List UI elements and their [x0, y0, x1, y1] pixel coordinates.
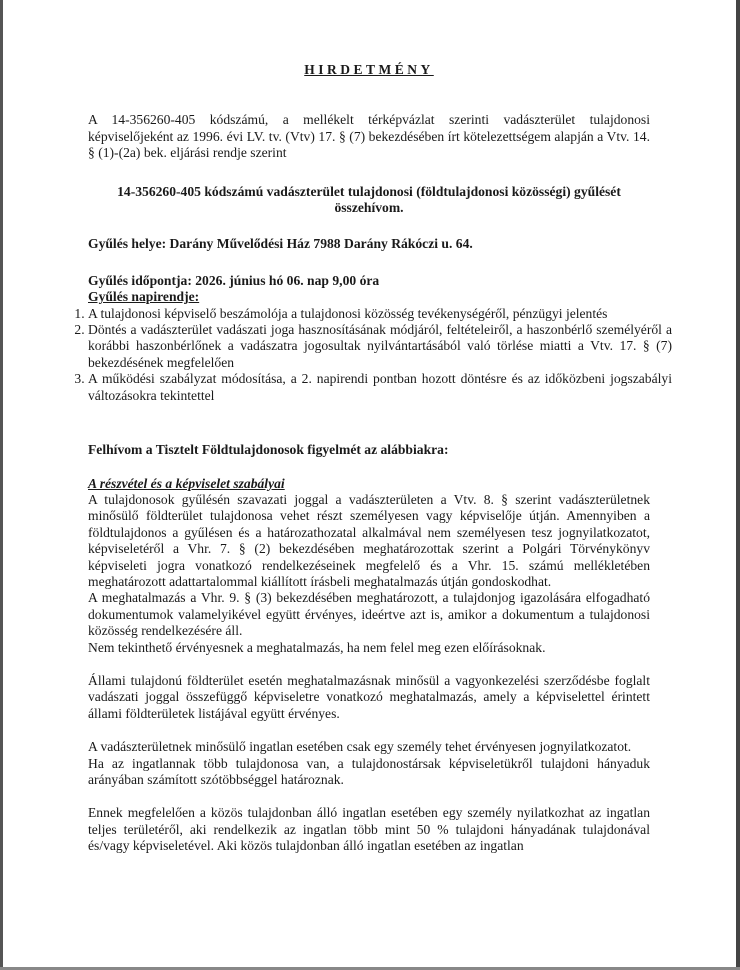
- agenda-item: 3. A működési szabályzat módosítása, a 2. napirendi pontban hozott döntésre és az időközbeni jogszabályi változásokra tekintettel: [88, 371, 672, 404]
- attention-line: Felhívom a Tisztelt Földtulajdonosok figyelmét az alábbiakra:: [88, 442, 449, 458]
- rules-paragraph: A meghatalmazás a Vhr. 9. § (3) bekezdésében meghatározott, a tulajdonjog igazolására elfogadható dokumentumok valamelyikével együtt érvényes, ideértve azt is, amikor a dokumentum a tulajdonosi közösség rendelkezésére áll.: [88, 590, 650, 639]
- rules-paragraph: Nem tekinthető érvényesnek a meghatalmazás, ha nem felel meg ezen előírásoknak.: [88, 639, 546, 655]
- agenda-item: 1. A tulajdonosi képviselő beszámolója a tulajdonosi közösség tevékenységéről, pénzügyi jelentés: [88, 306, 672, 322]
- page-edge-right: [736, 0, 740, 970]
- rules-paragraph: A tulajdonosok gyűlésén szavazati joggal a vadászterületen a Vtv. 8. § szerint vadászterületnek minősülő földterület tulajdonosa vehet részt személyesen vagy képviselője útján. Amennyiben a földtulajdonos a gyűlésen és a határozathozatal alkalmával nem személyesen tesz jognyilatkozatot, képviseletéről a Vhr. 7. § (2) bekezdésében meghatározottak szerint a Polgári Törvénykönyv képviseleti jogra vonatkozó rendelkezéseinek megfelelő és a Vhr. 15. számú mellékletében meghatározott adattartalommal kiállított írásbeli meghatalmazás útján gondoskodhat.: [88, 491, 650, 589]
- rules-paragraph: Ennek megfelelően a közös tulajdonban álló ingatlan esetében egy személy nyilatkozhat az ingatlan teljes területéről, aki rendelkezik az ingatlan több mint 50 % tulajdoni hányadának tulajdonával és/vagy képviseletével. Aki közös tulajdonban álló ingatlan esetében az ingatlan: [88, 805, 650, 854]
- agenda-list: [66, 306, 672, 404]
- rules-paragraph: Ha az ingatlannak több tulajdonosa van, a tulajdonostársak képviseletükről tulajdoni hányaduk arányában számított szótöbbséggel határoznak.: [88, 755, 650, 787]
- section-heading: A részvétel és a képviselet szabályai: [88, 475, 285, 491]
- document-title: HIRDETMÉNY: [304, 62, 434, 77]
- agenda-item: 2. Döntés a vadászterület vadászati joga hasznosításának módjáról, feltételeiről, a haszonbérlő személyéről a korábbi haszonbérlőnek a vadászatra jogosultak nyilvántartásából való törlése miatti a Vtv. 17. § (7) bekezdésének megfelelően: [88, 322, 672, 371]
- intro-paragraph: A 14-356260-405 kódszámú, a mellékelt térképvázlat szerinti vadászterület tulajdonosi képviselőjeként az 1996. évi LV. tv. (Vtv) 17. § (7) bekezdésében írt kötelezettségem alapján a Vtv. 14. § (1)-(2a) bek. eljárási rendje szerint: [88, 112, 650, 161]
- page-edge-left: [0, 0, 3, 970]
- rules-paragraph: Állami tulajdonú földterület esetén meghatalmazásnak minősül a vagyonkezelési szerződésbe foglalt vadászati joggal összefüggő képviseletre vonatkozó meghatalmazás, amely a képviselettel érintett állami földterületek listájával együtt érvényes.: [88, 672, 650, 721]
- meeting-venue: Gyűlés helye: Darány Művelődési Ház 7988 Darány Rákóczi u. 64.: [88, 236, 473, 252]
- meeting-time: Gyűlés időpontja: 2026. június hó 06. nap 9,00 óra: [88, 272, 380, 288]
- convening-statement: 14-356260-405 kódszámú vadászterület tulajdonosi (földtulajdonosi közösségi) gyűlését összehívom.: [117, 183, 621, 216]
- agenda-heading: Gyűlés napirendje:: [88, 289, 200, 305]
- document-body: [88, 62, 672, 855]
- rules-paragraph: A vadászterületnek minősülő ingatlan esetében csak egy személy tehet érvényesen jognyilatkozatot.: [88, 739, 632, 755]
